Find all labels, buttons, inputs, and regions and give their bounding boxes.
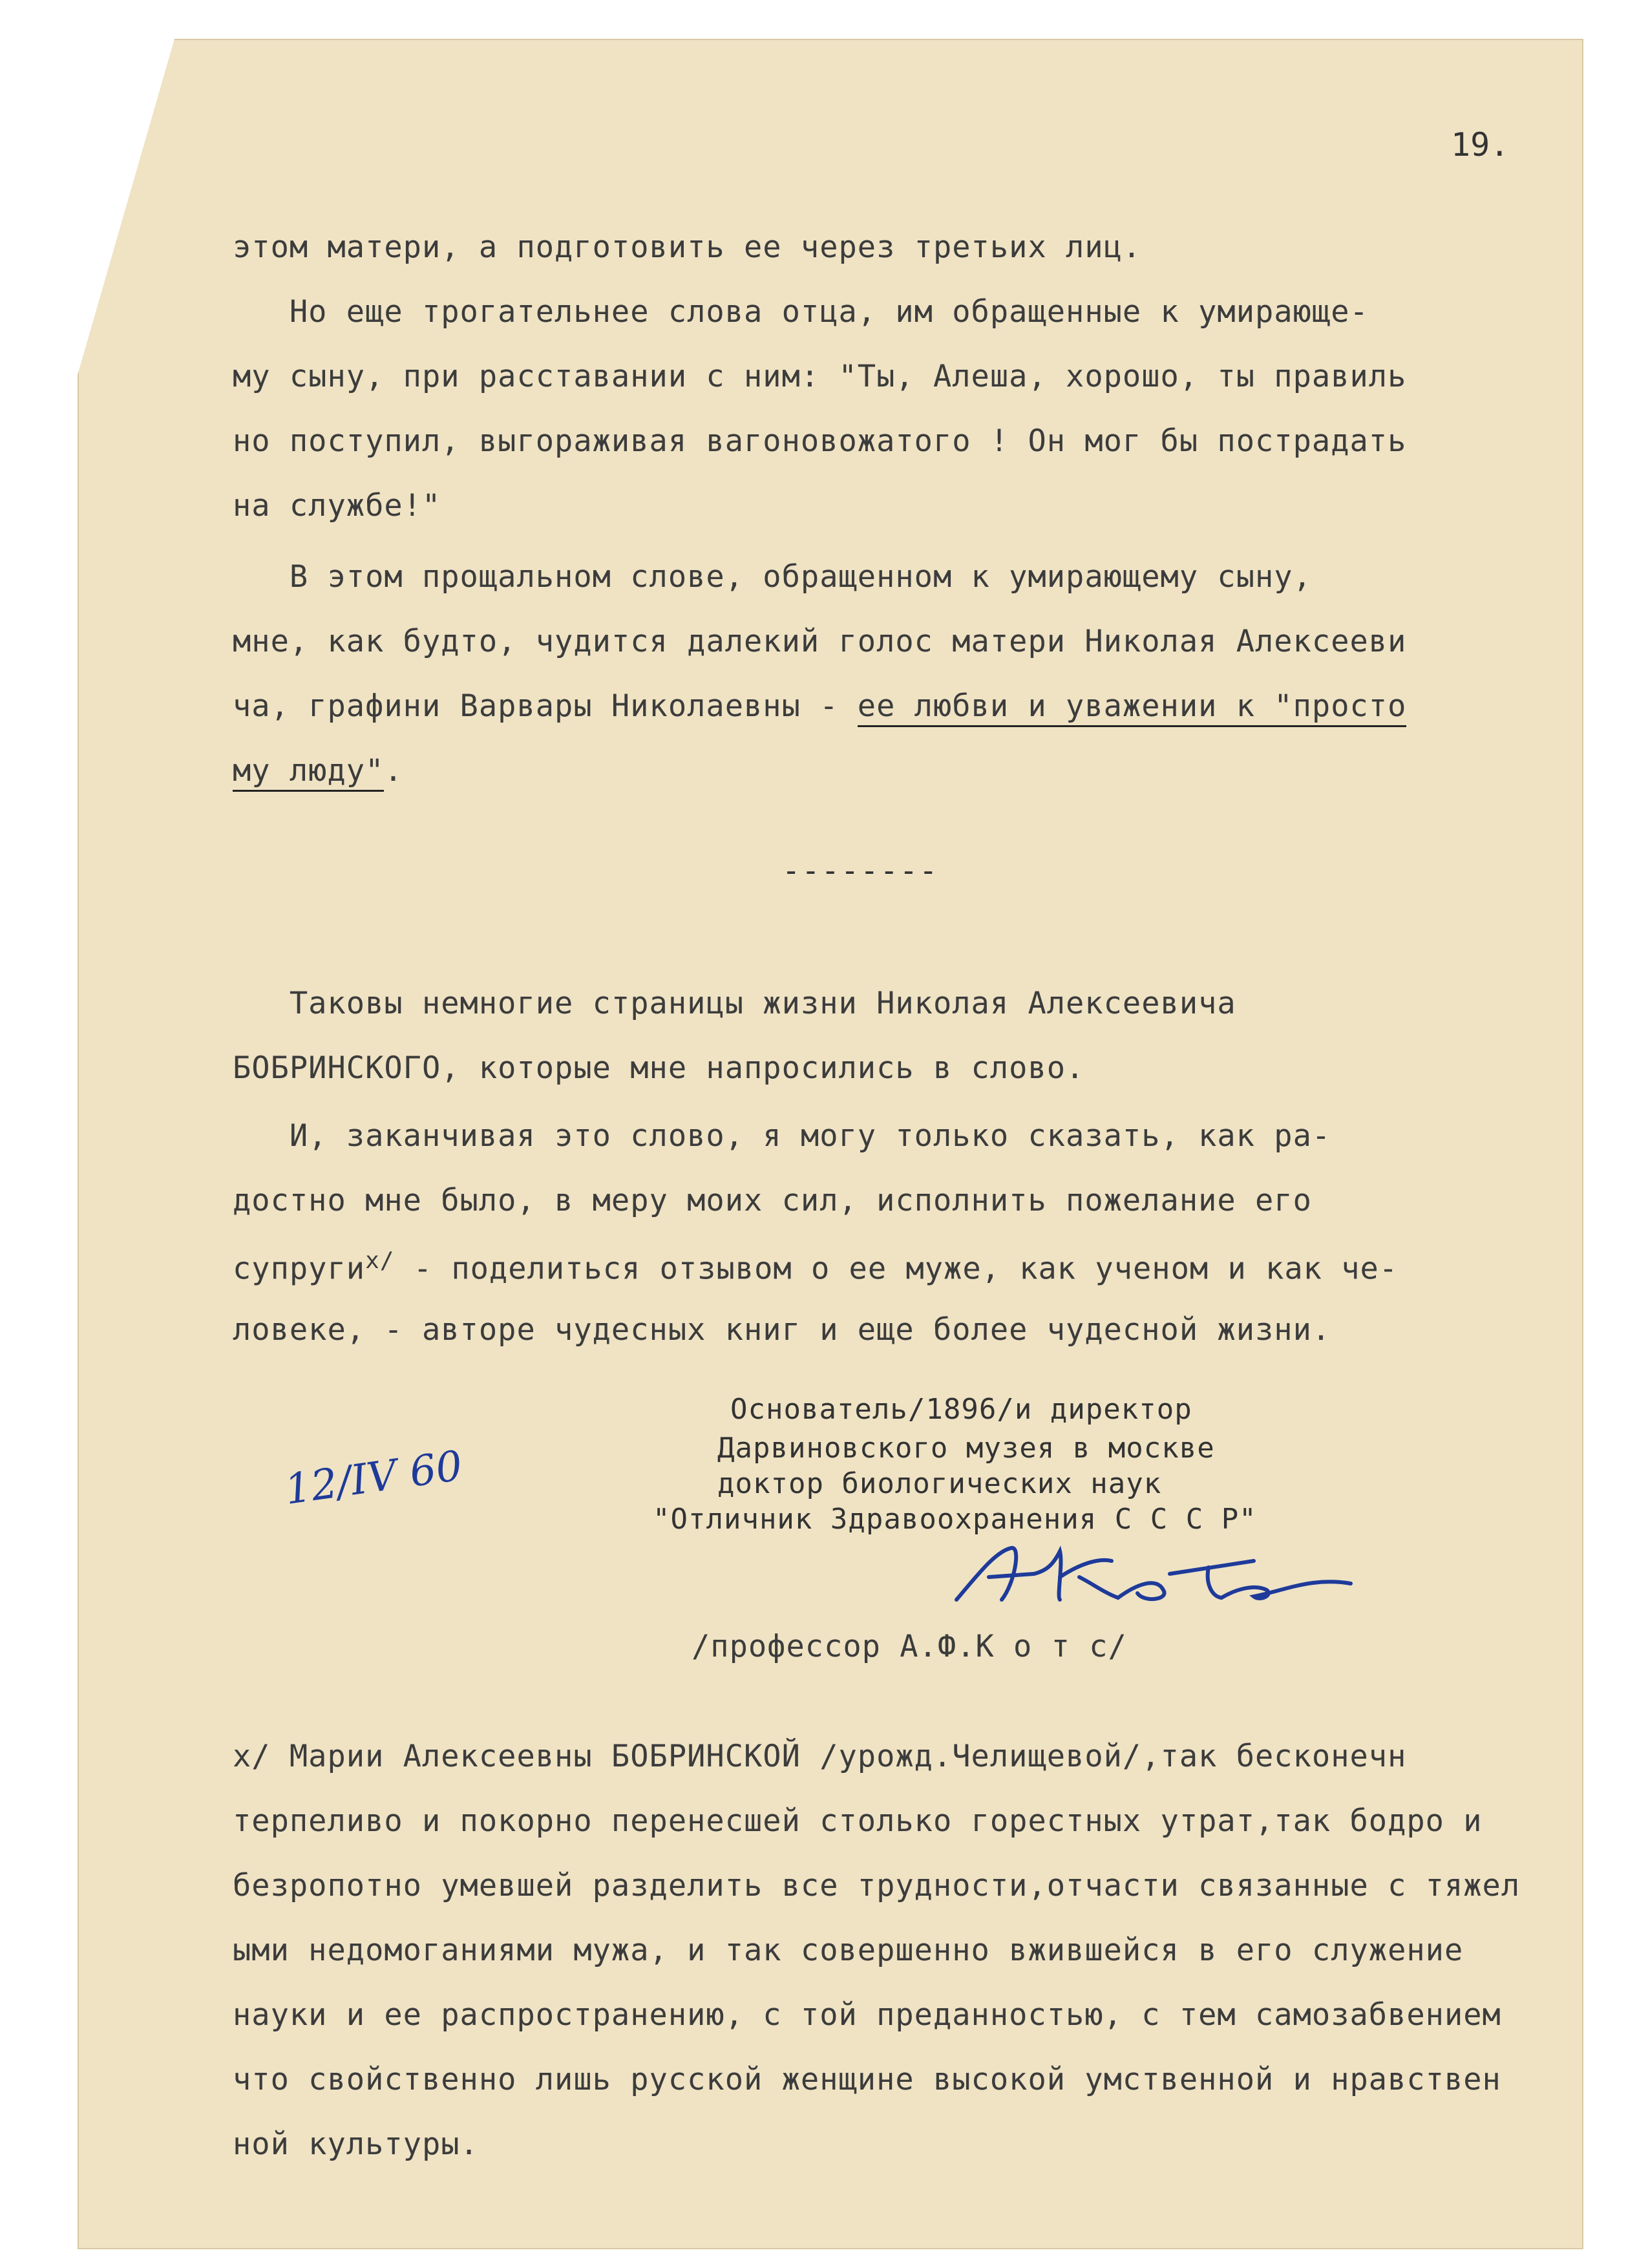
footnote-line: науки и ее распространению, с той преданностью, с тем самозабвением (233, 1997, 1501, 2033)
text-line: БОБРИНСКОГО, которые мне напросились в слово. (233, 1050, 1085, 1086)
text-fragment: . (384, 753, 403, 789)
signature (950, 1538, 1364, 1622)
text-line: В этом прощальном слове, обращенном к умирающему сыну, (233, 559, 1312, 595)
text-line: на службе!" (233, 488, 441, 524)
text-fragment: ча, графини Варвары Николаевны - (233, 688, 858, 724)
footnote-line: ной культуры. (233, 2126, 479, 2162)
text-line (233, 688, 1406, 724)
underlined-phrase: му люду" (233, 753, 384, 792)
page-number: 19. (1451, 126, 1510, 164)
text-line (233, 1247, 1398, 1287)
credential-line: Основатель/1896/и директор (730, 1393, 1192, 1426)
credential-line: Дарвиновского музея в москве (717, 1432, 1215, 1465)
text-line: ловеке, - авторе чудесных книг и еще более чудесной жизни. (233, 1312, 1331, 1348)
footnote-marker: x/ (365, 1247, 395, 1274)
text-line (233, 753, 403, 789)
text-line: Но еще трогательнее слова отца, им обращенные к умирающе- (233, 294, 1369, 330)
text-line: Таковы немногие страницы жизни Николая Алексеевича (233, 986, 1236, 1021)
footnote-line: ыми недомоганиями мужа, и так совершенно вжившейся в его служение (233, 1933, 1464, 1968)
footnote-line: безропотно умевшей разделить все трудности,отчасти связанные с тяжел (233, 1868, 1521, 1903)
torn-corner (78, 39, 174, 375)
credential-line: "Отличник Здравоохранения С С С Р" (653, 1503, 1257, 1536)
footnote-line: x/ Марии Алексеевны БОБРИНСКОЙ /урожд.Челищевой/,так бесконечн (233, 1739, 1407, 1774)
text-line: этом матери, а подготовить ее через третьих лиц. (233, 229, 1142, 265)
text-line: достно мне было, в меру моих сил, исполнить пожелание его (233, 1183, 1312, 1218)
text-line: но поступил, выгораживая вагоновожатого ! Он мог бы пострадать (233, 423, 1407, 459)
underlined-phrase: ее любви и уважении к "просто (858, 688, 1407, 727)
text-line: му сыну, при расставании с ним: "Ты, Алеша, хорошо, ты правиль (233, 359, 1407, 394)
text-line: мне, как будто, чудится далекий голос матери Николая Алексееви (233, 624, 1407, 659)
separator-dashes: -------- (782, 853, 939, 889)
text-fragment: супруги (233, 1251, 366, 1287)
footnote-line: что свойственно лишь русской женщине высокой умственной и нравствен (233, 2062, 1501, 2097)
author-name: /профессор А.Ф.К о т с/ (692, 1629, 1127, 1664)
text-line: И, заканчивая это слово, я могу только сказать, как ра- (233, 1118, 1331, 1154)
handwritten-date: 12/IV 60 (282, 1442, 466, 1514)
credential-line: доктор биологических наук (717, 1467, 1162, 1500)
footnote-line: терпеливо и покорно перенесшей столько горестных утрат,так бодро и (233, 1803, 1483, 1839)
text-fragment: - поделиться отзывом о ее муже, как ученом и как че- (394, 1251, 1399, 1287)
